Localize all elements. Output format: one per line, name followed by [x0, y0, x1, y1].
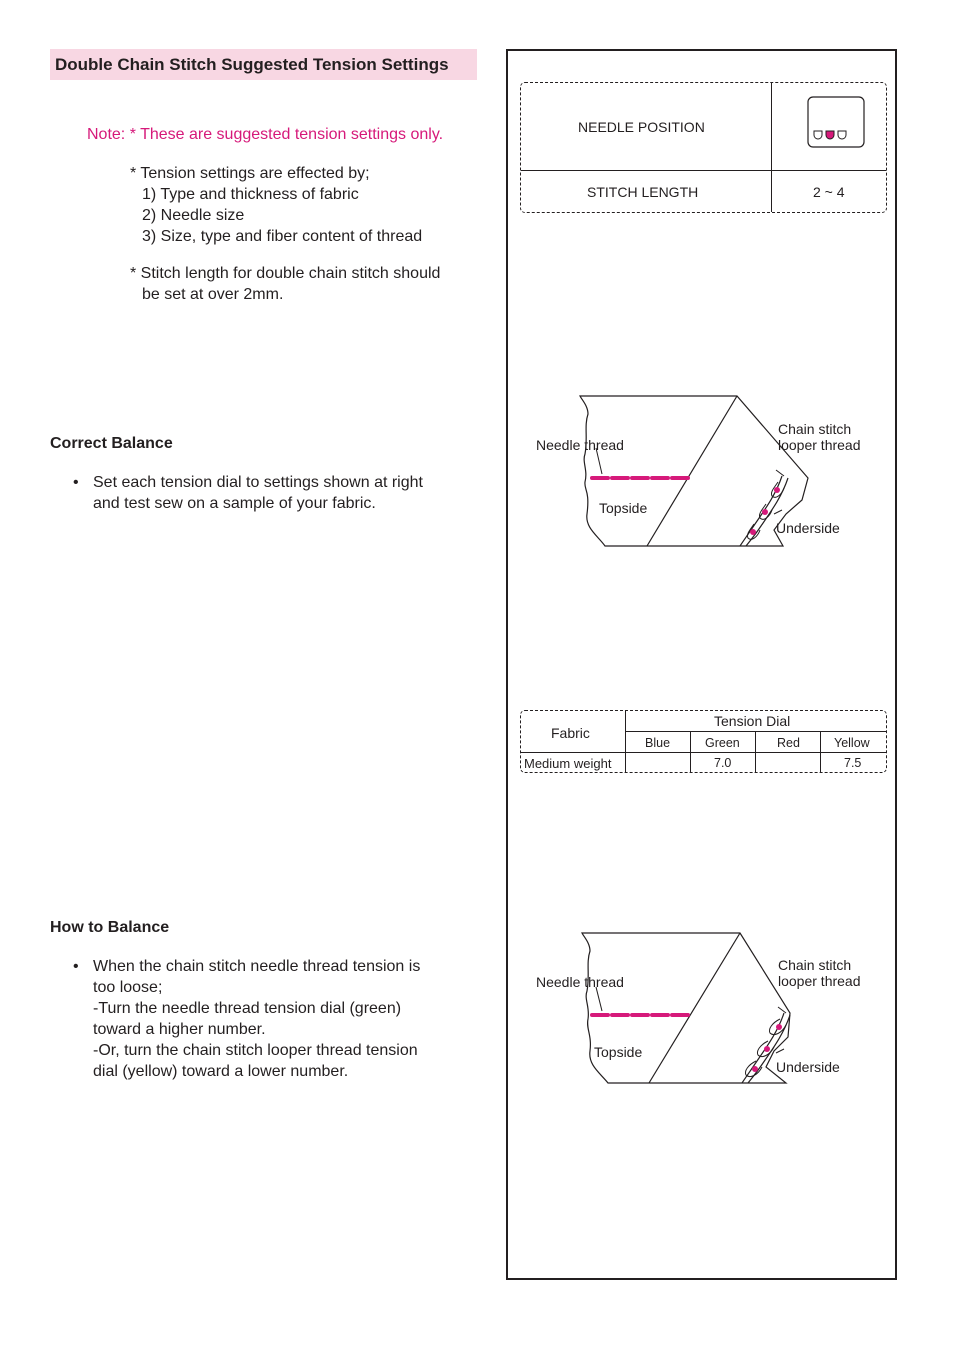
topside-label: Topside: [599, 500, 648, 516]
stitch-length-note: be set at over 2mm.: [142, 286, 284, 303]
how-to-balance-text: too loose;: [93, 979, 163, 996]
how-to-balance-heading: How to Balance: [50, 919, 170, 936]
correct-balance-heading: Correct Balance: [50, 435, 173, 452]
tension-dial-header: Tension Dial: [714, 713, 791, 729]
table-divider: [771, 83, 772, 212]
column-header-green: Green: [705, 736, 740, 750]
table-divider: [626, 731, 886, 732]
needle-position-icon: [806, 95, 866, 149]
value-green: 7.0: [714, 756, 732, 770]
factor-item: 1) Type and thickness of fabric: [142, 186, 359, 203]
how-to-balance-text: dial (yellow) toward a lower number.: [93, 1063, 349, 1080]
underside-label: Underside: [776, 1059, 840, 1075]
how-to-balance-text: -Turn the needle thread tension dial (green): [93, 1000, 402, 1017]
topside-label: Topside: [594, 1044, 643, 1060]
chain-looper-label: Chain stitch: [778, 421, 852, 437]
bullet: •: [73, 474, 79, 491]
note-text: Note: * These are suggested tension settings only.: [87, 126, 444, 143]
table-divider: [820, 732, 821, 772]
stitch-length-note: * Stitch length for double chain stitch should: [130, 265, 441, 282]
needle-position-label: NEEDLE POSITION: [578, 119, 705, 135]
value-yellow: 7.5: [844, 756, 862, 770]
row-label-medium-weight: Medium weight: [524, 756, 612, 771]
needle-thread-label: Needle thread: [536, 437, 624, 453]
table-divider: [521, 752, 886, 753]
correct-balance-text: Set each tension dial to settings shown at right: [93, 474, 423, 491]
how-to-balance-text: When the chain stitch needle thread tension is: [93, 958, 421, 975]
factor-item: 3) Size, type and fiber content of thread: [142, 228, 423, 245]
table-divider: [755, 732, 756, 772]
stitch-length-value: 2 ~ 4: [813, 184, 845, 200]
column-header-yellow: Yellow: [834, 736, 870, 750]
how-to-balance-text: -Or, turn the chain stitch looper thread tension: [93, 1042, 418, 1059]
table-divider: [625, 711, 626, 772]
chain-looper-label: looper thread: [778, 973, 861, 989]
stitch-length-label: STITCH LENGTH: [587, 184, 699, 200]
chain-looper-label: looper thread: [778, 437, 861, 453]
table-divider: [521, 170, 886, 171]
table-divider: [690, 732, 691, 772]
settings-panel: [506, 49, 897, 1280]
correct-balance-text: and test sew on a sample of your fabric.: [93, 495, 376, 512]
factors-intro: * Tension settings are effected by;: [130, 165, 370, 182]
column-header-red: Red: [777, 736, 800, 750]
how-to-balance-text: toward a higher number.: [93, 1021, 266, 1038]
fabric-header: Fabric: [551, 725, 590, 741]
column-header-blue: Blue: [645, 736, 671, 750]
needle-thread-label: Needle thread: [536, 974, 624, 990]
factor-item: 2) Needle size: [142, 207, 245, 224]
underside-label: Underside: [776, 520, 840, 536]
chain-looper-label: Chain stitch: [778, 957, 852, 973]
page-title: Double Chain Stitch Suggested Tension Settings: [55, 55, 449, 74]
bullet: •: [73, 958, 79, 975]
